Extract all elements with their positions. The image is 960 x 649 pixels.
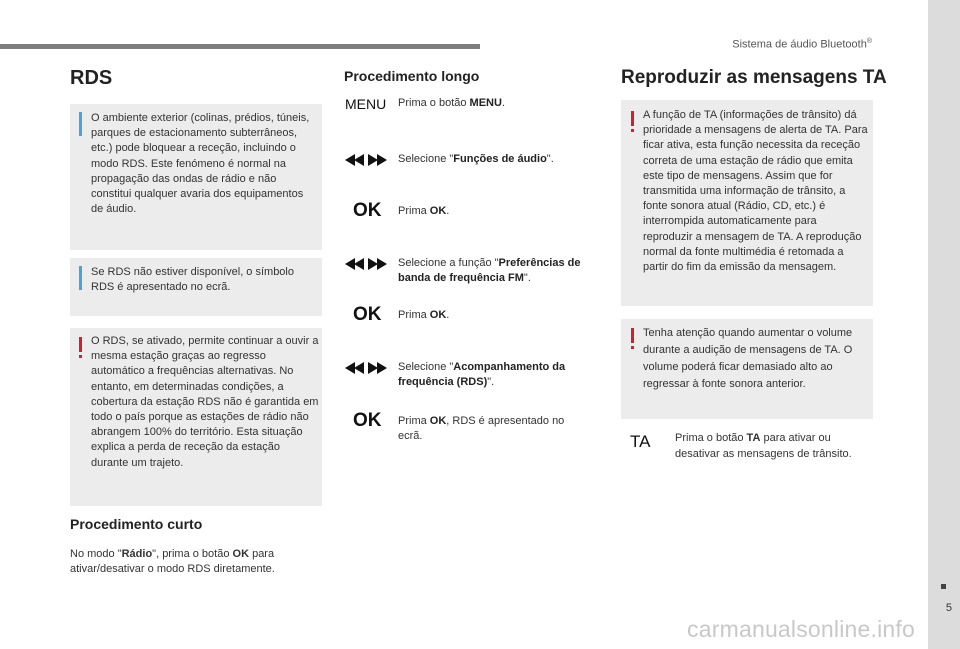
ok-button-symbol: OK <box>353 304 382 325</box>
left-right-arrows-icon <box>344 257 388 271</box>
left-right-arrows-icon <box>344 153 388 167</box>
ok-button-symbol: OK <box>353 200 382 221</box>
short-procedure-title: Procedimento curto <box>70 516 203 532</box>
warning-text-rds: O RDS, se ativado, permite continuar a ouvir a mesma estação graças ao regresso automático a frequências alternativas. No entanto, em determinadas condições, a cobertura da estação RDS não é garantida em todo o país porque as estações de rádio não abrangem 100% do território. Esta situação explica a perda de receção da estação durante um trajeto. <box>91 335 319 469</box>
ta-title: Reproduzir as mensagens TA <box>621 67 887 88</box>
step-text: Prima o botão MENU. <box>398 97 505 109</box>
warning-box-ta-function <box>621 100 873 306</box>
step-text: Prima OK, RDS é apresentado no ecrã. <box>398 415 565 442</box>
header-rule <box>0 44 480 49</box>
page-number: 5 <box>945 602 952 614</box>
info-icon <box>79 266 82 290</box>
step-text: Selecione "Acompanhamento da frequência (RDS)". <box>398 361 566 388</box>
ta-button-symbol: TA <box>630 432 651 451</box>
warning-icon <box>631 111 634 126</box>
rds-title: RDS <box>70 67 113 89</box>
running-header: Sistema de áudio Bluetooth® <box>732 38 872 51</box>
watermark: carmanualsonline.info <box>687 616 915 642</box>
step-text: Prima OK. <box>398 309 450 321</box>
long-procedure-title: Procedimento longo <box>344 68 480 84</box>
ta-instruction: Prima o botão TA para ativar ou desativar as mensagens de trânsito. <box>675 432 852 460</box>
step-text: Selecione a função "Preferências de banda de frequência FM". <box>398 257 581 284</box>
info-box-rds-symbol <box>70 258 322 316</box>
warning-text-volume: Tenha atenção quando aumentar o volume durante a audição de mensagens de TA. O volume poderá ficar demasiado alto ao regressar à fonte sonora anterior. <box>643 327 853 390</box>
step-text: Selecione "Funções de áudio". <box>398 153 554 165</box>
step-text: Prima OK. <box>398 205 450 217</box>
left-right-arrows-icon <box>344 361 388 375</box>
info-icon <box>79 112 82 136</box>
menu-button-symbol: MENU <box>345 96 387 112</box>
warning-icon <box>631 328 634 343</box>
page-marker-square <box>941 584 946 589</box>
warning-text-ta-function: A função de TA (informações de trânsito) dá prioridade a mensagens de alerta de TA. Para ficar ativa, esta função necessita da receção correta de uma estação de rádio que emita este tipo de mensagens. Assim que for transmitida uma informação de trânsito, a fonte sonora atual (Rádio, CD, etc.) é interrompida automaticamente para reproduzir a mensagem de TA. A reprodução normal da fonte multimédia é retomada a partir do fim da emissão da mensagem. <box>643 109 868 274</box>
info-text-rds-symbol: Se RDS não estiver disponível, o símbolo RDS é apresentado no ecrã. <box>91 266 294 294</box>
short-procedure-text: No modo "Rádio", prima o botão OK para ativar/desativar o modo RDS diretamente. <box>70 548 275 575</box>
ok-button-symbol: OK <box>353 410 382 431</box>
warning-box-volume <box>621 319 873 419</box>
page-edge-strip <box>928 0 960 649</box>
warning-box-rds <box>70 328 322 506</box>
info-box-reception <box>70 104 322 250</box>
info-text-reception: O ambiente exterior (colinas, prédios, túneis, parques de estacionamento subterrâneos, etc.) pode bloquear a receção, incluindo o modo RDS. Este fenómeno é normal na propagação das ondas de rádio e não constitui qualquer avaria dos equipamentos de áudio. <box>91 112 310 216</box>
warning-icon <box>79 337 82 352</box>
